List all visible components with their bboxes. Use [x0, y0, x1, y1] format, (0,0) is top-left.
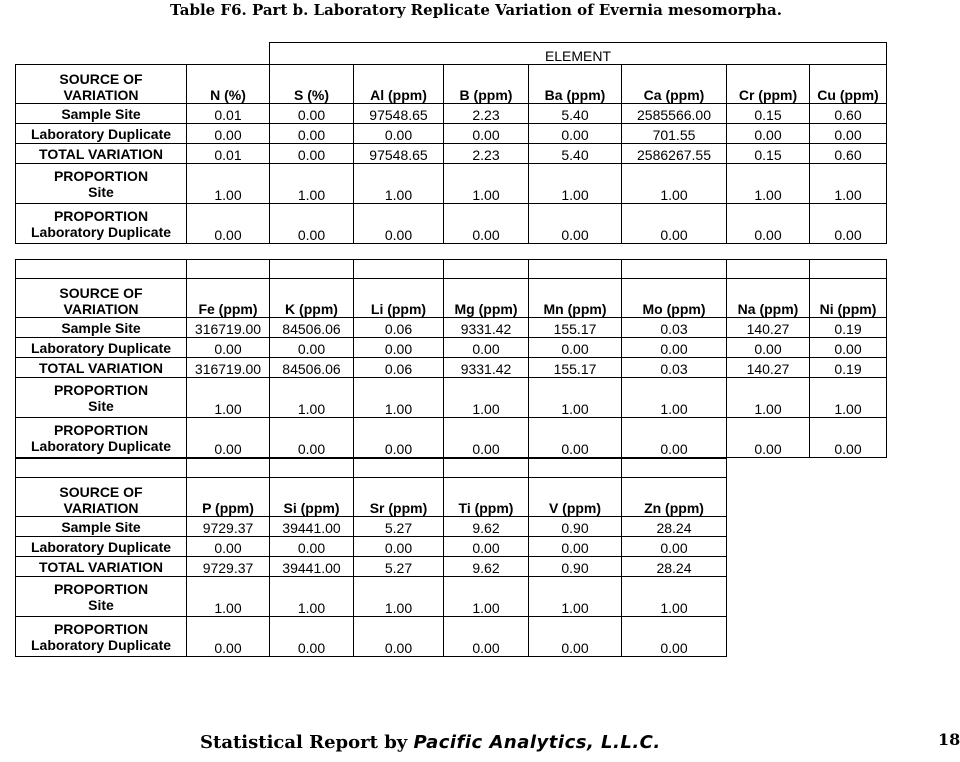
table-header-row — [16, 279, 887, 318]
table-cell: 1.00 — [622, 577, 727, 617]
table-cell: 1.00 — [444, 577, 529, 617]
table-cell: 0.00 — [444, 418, 529, 458]
table-cell: 0.00 — [529, 124, 622, 144]
table-cell: 0.00 — [354, 617, 444, 657]
table-cell: 9331.42 — [444, 358, 529, 378]
row-label: TOTAL VARIATION — [16, 144, 187, 164]
table-cell: 0.19 — [810, 318, 887, 338]
footer-credit — [200, 732, 661, 753]
source-label: SOURCE OF VARIATION — [59, 484, 143, 516]
column-header: P (ppm) — [187, 478, 270, 517]
table-cell: 0.90 — [529, 557, 622, 577]
table-cell: 140.27 — [727, 318, 810, 338]
row-proportion-laboratory-duplicate — [16, 617, 727, 657]
table-cell: 1.00 — [810, 164, 887, 204]
table-cell: 1.00 — [187, 164, 270, 204]
row-proportion-site — [16, 577, 727, 617]
table-cell: 97548.65 — [354, 104, 444, 124]
footer-brand: Pacific Analytics, L.L.C. — [413, 732, 661, 753]
table-cell: 1.00 — [727, 378, 810, 418]
row-proportion-site — [16, 378, 887, 418]
table-cell: 155.17 — [529, 358, 622, 378]
table-cell: 0.00 — [187, 338, 270, 358]
table-cell: 0.00 — [270, 418, 354, 458]
table-cell: 1.00 — [529, 577, 622, 617]
table-cell: 0.00 — [187, 617, 270, 657]
column-header: Cr (ppm) — [727, 65, 810, 104]
table-cell: 0.06 — [354, 358, 444, 378]
table-cell: 0.00 — [270, 144, 354, 164]
table-cell: 0.00 — [187, 124, 270, 144]
table-cell: 1.00 — [444, 164, 529, 204]
table-cell: 0.00 — [622, 418, 727, 458]
table-cell: 0.15 — [727, 104, 810, 124]
table-cell: 0.00 — [727, 124, 810, 144]
table-cell: 97548.65 — [354, 144, 444, 164]
column-header: S (%) — [270, 65, 354, 104]
table-cell: 1.00 — [727, 164, 810, 204]
table-cell: 9.62 — [444, 517, 529, 537]
row-sample-site — [16, 318, 887, 338]
footer-prefix: Statistical Report by — [200, 732, 414, 753]
table-elements-part-3 — [15, 458, 727, 657]
table-cell: 0.00 — [444, 124, 529, 144]
table-cell: 0.19 — [810, 358, 887, 378]
table-cell: 39441.00 — [270, 517, 354, 537]
row-label: PROPORTION Site — [16, 164, 187, 204]
table-cell: 0.06 — [354, 318, 444, 338]
table-cell: 0.03 — [622, 358, 727, 378]
table-cell: 0.00 — [810, 124, 887, 144]
table-cell: 2.23 — [444, 144, 529, 164]
column-header: Ti (ppm) — [444, 478, 529, 517]
table-cell: 9331.42 — [444, 318, 529, 338]
table-cell: 28.24 — [622, 517, 727, 537]
table-cell: 1.00 — [444, 378, 529, 418]
row-label: PROPORTION Laboratory Duplicate — [16, 418, 187, 458]
source-label: SOURCE OF VARIATION — [59, 71, 143, 103]
page-number: 18 — [938, 730, 960, 749]
element-header: ELEMENT — [270, 43, 887, 65]
row-label: TOTAL VARIATION — [16, 557, 187, 577]
table-cell: 84506.06 — [270, 358, 354, 378]
table-cell: 0.15 — [727, 144, 810, 164]
table-cell: 5.40 — [529, 104, 622, 124]
row-label: PROPORTION Laboratory Duplicate — [16, 617, 187, 657]
table-cell: 0.00 — [270, 104, 354, 124]
table-cell: 0.01 — [187, 104, 270, 124]
column-header: Mg (ppm) — [444, 279, 529, 318]
table-cell: 0.00 — [810, 338, 887, 358]
table-cell: 2585566.00 — [622, 104, 727, 124]
table-cell: 1.00 — [187, 577, 270, 617]
table-cell: 0.00 — [354, 338, 444, 358]
table-cell: 0.60 — [810, 104, 887, 124]
row-laboratory-duplicate — [16, 537, 727, 557]
table-elements-part-2 — [15, 259, 887, 458]
row-label: TOTAL VARIATION — [16, 358, 187, 378]
table-cell: 0.00 — [187, 204, 270, 244]
column-header: Al (ppm) — [354, 65, 444, 104]
table-cell: 1.00 — [354, 577, 444, 617]
row-label: Sample Site — [16, 318, 187, 338]
row-total-variation — [16, 358, 887, 378]
page-title: Table F6. Part b. Laboratory Replicate Variation of Evernia mesomorpha. — [170, 1, 782, 19]
table-cell: 1.00 — [810, 378, 887, 418]
table-cell: 0.00 — [622, 537, 727, 557]
table-cell: 1.00 — [529, 378, 622, 418]
table-cell: 84506.06 — [270, 318, 354, 338]
table-cell: 0.00 — [810, 204, 887, 244]
table-cell: 5.27 — [354, 517, 444, 537]
row-label: Laboratory Duplicate — [16, 537, 187, 557]
column-header: Li (ppm) — [354, 279, 444, 318]
table-cell: 1.00 — [354, 378, 444, 418]
row-proportion-laboratory-duplicate — [16, 418, 887, 458]
table-cell: 9729.37 — [187, 557, 270, 577]
table-cell: 9729.37 — [187, 517, 270, 537]
row-proportion-laboratory-duplicate — [16, 204, 887, 244]
row-sample-site — [16, 517, 727, 537]
table-cell: 0.00 — [622, 204, 727, 244]
row-total-variation — [16, 144, 887, 164]
source-of-variation-header — [16, 279, 187, 318]
table-cell: 0.00 — [727, 418, 810, 458]
row-laboratory-duplicate — [16, 338, 887, 358]
row-label: Laboratory Duplicate — [16, 338, 187, 358]
table-cell: 1.00 — [270, 378, 354, 418]
column-header: Na (ppm) — [727, 279, 810, 318]
table-cell: 0.00 — [270, 204, 354, 244]
table-cell: 0.00 — [529, 617, 622, 657]
table-cell: 0.01 — [187, 144, 270, 164]
table-cell: 0.00 — [270, 617, 354, 657]
table-cell: 2.23 — [444, 104, 529, 124]
table-cell: 316719.00 — [187, 318, 270, 338]
table-cell: 9.62 — [444, 557, 529, 577]
source-label: SOURCE OF VARIATION — [59, 285, 143, 317]
table-cell: 0.00 — [270, 338, 354, 358]
table-cell: 0.00 — [529, 418, 622, 458]
table-cell: 0.00 — [354, 418, 444, 458]
table-cell: 0.00 — [444, 537, 529, 557]
column-header: Ni (ppm) — [810, 279, 887, 318]
column-header: N (%) — [187, 65, 270, 104]
table-cell: 0.00 — [270, 124, 354, 144]
column-header: Cu (ppm) — [810, 65, 887, 104]
table-cell: 0.00 — [187, 537, 270, 557]
row-label: Sample Site — [16, 517, 187, 537]
table-cell: 316719.00 — [187, 358, 270, 378]
column-header: Ca (ppm) — [622, 65, 727, 104]
row-label: Laboratory Duplicate — [16, 124, 187, 144]
row-label: PROPORTION Site — [16, 378, 187, 418]
table-cell: 0.00 — [444, 338, 529, 358]
column-header: Mo (ppm) — [622, 279, 727, 318]
row-sample-site — [16, 104, 887, 124]
table-cell: 1.00 — [270, 577, 354, 617]
table-cell: 1.00 — [270, 164, 354, 204]
table-cell: 0.00 — [444, 204, 529, 244]
row-label: PROPORTION Site — [16, 577, 187, 617]
row-laboratory-duplicate — [16, 124, 887, 144]
table-cell: 28.24 — [622, 557, 727, 577]
column-header: Fe (ppm) — [187, 279, 270, 318]
column-header: Mn (ppm) — [529, 279, 622, 318]
table-cell: 0.03 — [622, 318, 727, 338]
source-of-variation-header — [16, 478, 187, 517]
table-cell: 1.00 — [622, 164, 727, 204]
table-cell: 0.00 — [529, 338, 622, 358]
row-label: Sample Site — [16, 104, 187, 124]
table-cell: 1.00 — [354, 164, 444, 204]
row-total-variation — [16, 557, 727, 577]
column-header: Si (ppm) — [270, 478, 354, 517]
table-cell: 0.00 — [810, 418, 887, 458]
source-of-variation-header — [16, 65, 187, 104]
table-cell: 5.40 — [529, 144, 622, 164]
table-cell: 0.00 — [354, 204, 444, 244]
table-cell: 155.17 — [529, 318, 622, 338]
table-cell: 0.00 — [622, 617, 727, 657]
table-cell: 2586267.55 — [622, 144, 727, 164]
row-label: PROPORTION Laboratory Duplicate — [16, 204, 187, 244]
table-cell: 0.00 — [354, 124, 444, 144]
column-header: V (ppm) — [529, 478, 622, 517]
table-cell: 1.00 — [622, 378, 727, 418]
column-header: Ba (ppm) — [529, 65, 622, 104]
table-cell: 39441.00 — [270, 557, 354, 577]
table-cell: 5.27 — [354, 557, 444, 577]
table-cell: 0.00 — [529, 537, 622, 557]
table-cell: 140.27 — [727, 358, 810, 378]
table-cell: 0.00 — [727, 338, 810, 358]
table-cell: 1.00 — [529, 164, 622, 204]
table-cell: 0.00 — [187, 418, 270, 458]
table-header-row — [16, 65, 887, 104]
table-elements-part-1 — [15, 42, 887, 244]
table-cell: 0.00 — [270, 537, 354, 557]
table-cell: 0.00 — [529, 204, 622, 244]
column-header: Zn (ppm) — [622, 478, 727, 517]
table-cell: 0.00 — [354, 537, 444, 557]
table-cell: 0.90 — [529, 517, 622, 537]
column-header: K (ppm) — [270, 279, 354, 318]
row-proportion-site — [16, 164, 887, 204]
table-header-row — [16, 478, 727, 517]
column-header: Sr (ppm) — [354, 478, 444, 517]
table-cell: 1.00 — [187, 378, 270, 418]
table-cell: 701.55 — [622, 124, 727, 144]
column-header: B (ppm) — [444, 65, 529, 104]
table-cell: 0.00 — [444, 617, 529, 657]
table-cell: 0.00 — [727, 204, 810, 244]
table-cell: 0.60 — [810, 144, 887, 164]
table-cell: 0.00 — [622, 338, 727, 358]
